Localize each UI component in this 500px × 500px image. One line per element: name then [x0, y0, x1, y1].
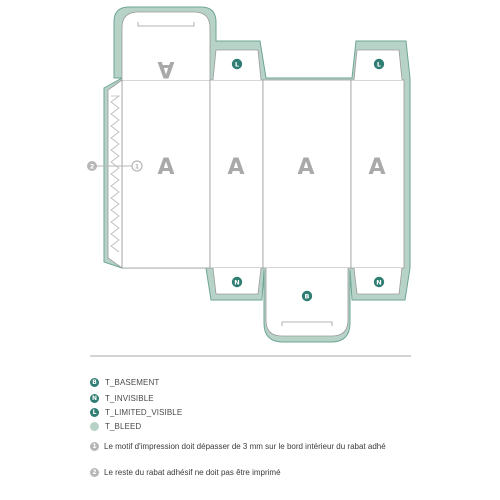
- legend-item-basement: [90, 376, 159, 388]
- legend-item-limited-visible: [90, 406, 182, 418]
- svg-text:1: 1: [134, 162, 140, 171]
- legend-label-limited-visible: T_LIMITED_VISIBLE: [105, 407, 183, 417]
- panel-letter-2: A: [227, 155, 245, 180]
- panel-letter-1: A: [157, 155, 175, 180]
- top-flap-letter: A: [157, 56, 175, 81]
- note-2: [90, 468, 420, 477]
- callout-1: [132, 161, 142, 171]
- badge-top-left-flap: [232, 59, 242, 69]
- legend-label-invisible: T_INVISIBLE: [105, 393, 154, 403]
- badge-bottom-right-flap: [374, 277, 384, 287]
- svg-text:N: N: [234, 278, 240, 287]
- invisible-badge-icon: N: [91, 394, 98, 402]
- svg-text:B: B: [304, 292, 310, 301]
- legend-item-invisible: [90, 392, 154, 404]
- note-2-text: Le reste du rabat adhésif ne doit pas être imprimé: [104, 468, 281, 477]
- basement-badge-icon: B: [90, 378, 99, 387]
- legend-label-basement: T_BASEMENT: [105, 377, 160, 387]
- svg-text:L: L: [376, 60, 382, 69]
- svg-text:L: L: [234, 60, 240, 69]
- glue-flap: [108, 80, 122, 268]
- panel-letter-3: A: [297, 155, 315, 180]
- limited-visible-badge-icon: L: [90, 408, 99, 417]
- legend-label-bleed: T_BLEED: [105, 421, 142, 431]
- dieline: [108, 12, 404, 336]
- svg-text:2: 2: [89, 162, 95, 171]
- note-1-number-icon: 1: [90, 442, 99, 451]
- bottom-tuck-flap: [266, 268, 348, 336]
- note-1: [90, 442, 420, 451]
- badge-bottom-center-flap: [302, 291, 312, 301]
- note-1-text: Le motif d'impression doit dépasser de 3 mm sur le bord intérieur du rabat adhé: [104, 442, 386, 451]
- badge-top-right-flap: [374, 59, 384, 69]
- note-2-number-icon: 2: [90, 468, 99, 477]
- bleed-swatch-icon: [90, 422, 99, 431]
- panel-letter-4: A: [368, 155, 386, 180]
- badge-bottom-left-flap: [232, 277, 242, 287]
- svg-text:N: N: [376, 278, 382, 287]
- legend-item-bleed: [90, 420, 141, 432]
